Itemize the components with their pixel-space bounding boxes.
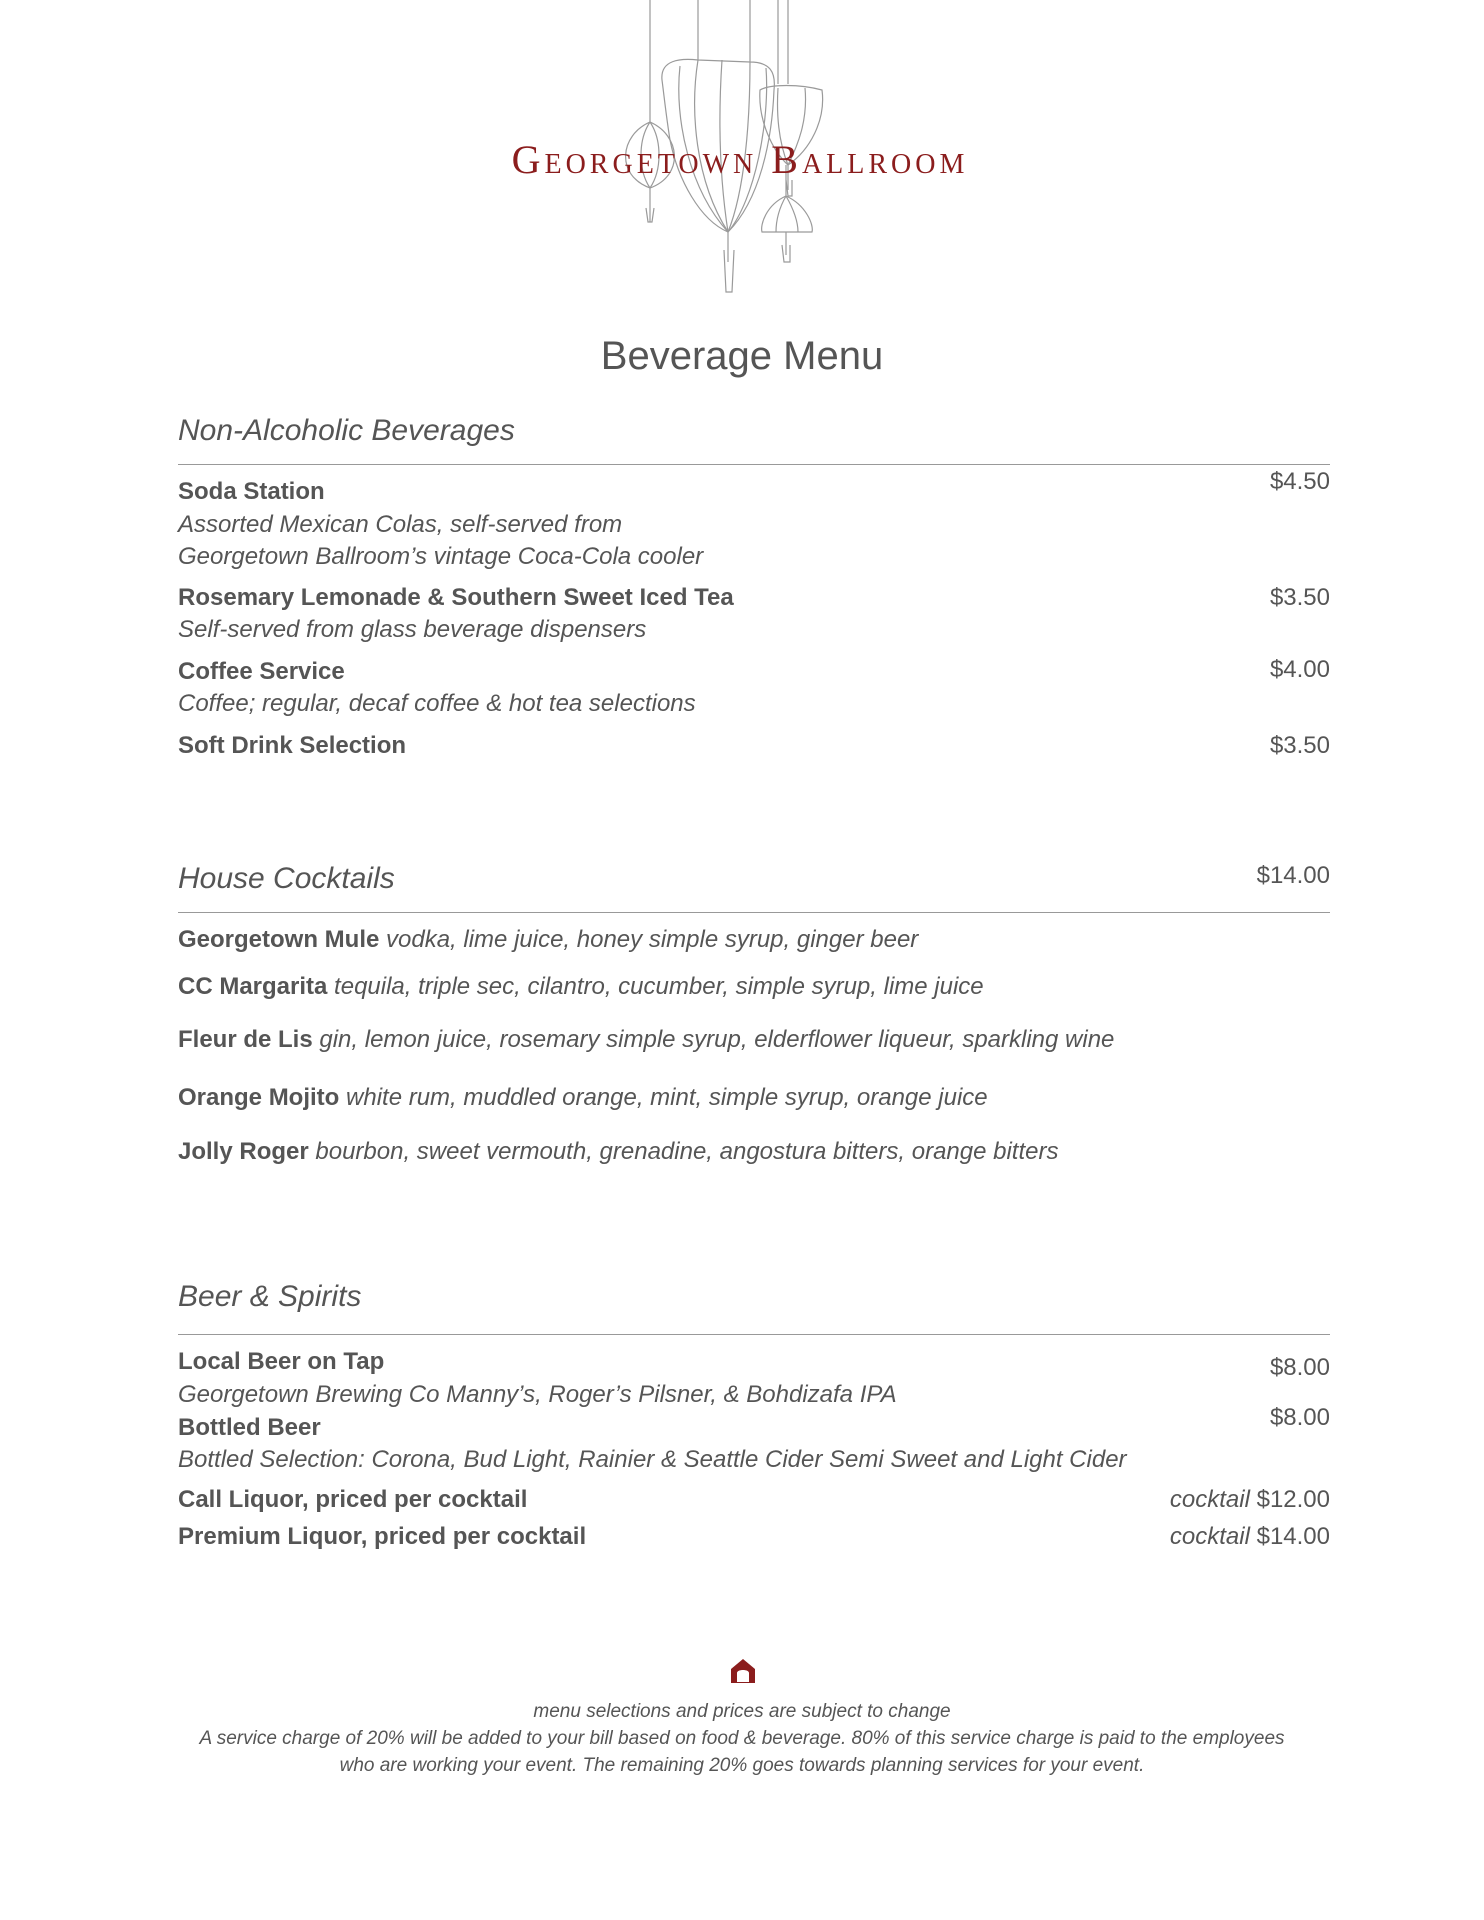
house-arch-icon [730, 1658, 756, 1684]
house-cocktails-section [178, 862, 1330, 1172]
cocktail-name: Jolly Roger [178, 1138, 309, 1165]
section-title: House Cocktails [178, 862, 395, 895]
cocktail-description: gin, lemon juice, rosemary simple syrup, elderflower liqueur, sparkling wine [319, 1026, 1115, 1053]
cocktail-item [178, 973, 984, 1001]
cocktail-item [178, 1138, 1058, 1166]
item-description: Georgetown Ballroom’s vintage Coca-Cola cooler [178, 543, 704, 570]
item-price: $8.00 [1269, 1354, 1330, 1381]
item-name: Call Liquor, priced per cocktail [178, 1486, 528, 1513]
cocktail-description: white rum, muddled orange, mint, simple syrup, orange juice [346, 1084, 988, 1111]
price-unit: cocktail [1169, 1523, 1250, 1550]
cocktail-description: vodka, lime juice, honey simple syrup, ginger beer [386, 926, 919, 953]
item-description: Bottled Selection: Corona, Bud Light, Rainier & Seattle Cider Semi Sweet and Light Cider [178, 1446, 1127, 1473]
item-price: $4.50 [1269, 468, 1330, 495]
cocktail-name: CC Margarita [178, 973, 328, 1000]
cocktail-item [178, 1084, 988, 1112]
item-name: Soft Drink Selection [178, 732, 407, 759]
price-unit: cocktail [1169, 1486, 1250, 1513]
brand-name: Georgetown Ballroom [511, 137, 969, 182]
item-price: $8.00 [1269, 1404, 1330, 1431]
footer-note: menu selections and prices are subject to change [533, 1701, 951, 1722]
cocktail-item [178, 926, 918, 954]
section-title: Non-Alcoholic Beverages [178, 414, 515, 447]
item-description: Georgetown Brewing Co Manny’s, Roger’s Pilsner, & Bohdizafa IPA [178, 1381, 897, 1408]
item-name: Bottled Beer [178, 1414, 321, 1441]
section-divider [178, 912, 1330, 913]
item-description: Coffee; regular, decaf coffee & hot tea selections [178, 690, 696, 717]
non-alcoholic-section [178, 414, 1330, 764]
beer-spirits-section [178, 1280, 1330, 1550]
item-description: Assorted Mexican Colas, self-served from [178, 511, 623, 538]
item-price [1170, 1486, 1330, 1514]
cocktail-description: bourbon, sweet vermouth, grenadine, angostura bitters, orange bitters [315, 1138, 1059, 1165]
item-name: Premium Liquor, priced per cocktail [178, 1523, 587, 1550]
item-price: $3.50 [1269, 584, 1330, 611]
item-description: Self-served from glass beverage dispensers [178, 616, 647, 643]
service-charge-line: A service charge of 20% will be added to your bill based on food & beverage. 80% of this service charge is paid to the employees [199, 1728, 1285, 1749]
cocktail-name: Orange Mojito [178, 1084, 340, 1111]
item-price: $4.00 [1269, 656, 1330, 683]
item-name: Coffee Service [178, 658, 345, 685]
price-value: $14.00 [1256, 1523, 1330, 1550]
item-name: Soda Station [178, 478, 325, 505]
section-price: $14.00 [1256, 862, 1330, 889]
item-price [1170, 1523, 1330, 1551]
cocktail-name: Georgetown Mule [178, 926, 380, 953]
service-charge-line: who are working your event. The remaining 20% goes towards planning services for your event. [339, 1755, 1145, 1776]
section-title: Beer & Spirits [178, 1280, 362, 1313]
item-price: $3.50 [1269, 732, 1330, 759]
section-divider [178, 464, 1330, 465]
cocktail-name: Fleur de Lis [178, 1026, 313, 1053]
header [0, 0, 1484, 300]
cocktail-description: tequila, triple sec, cilantro, cucumber, simple syrup, lime juice [334, 973, 984, 1000]
cocktail-item [178, 1026, 1114, 1054]
price-value: $12.00 [1256, 1486, 1330, 1513]
page-title: Beverage Menu [600, 334, 884, 378]
item-name: Local Beer on Tap [178, 1348, 385, 1375]
item-name: Rosemary Lemonade & Southern Sweet Iced Tea [178, 584, 734, 611]
section-divider [178, 1334, 1330, 1335]
